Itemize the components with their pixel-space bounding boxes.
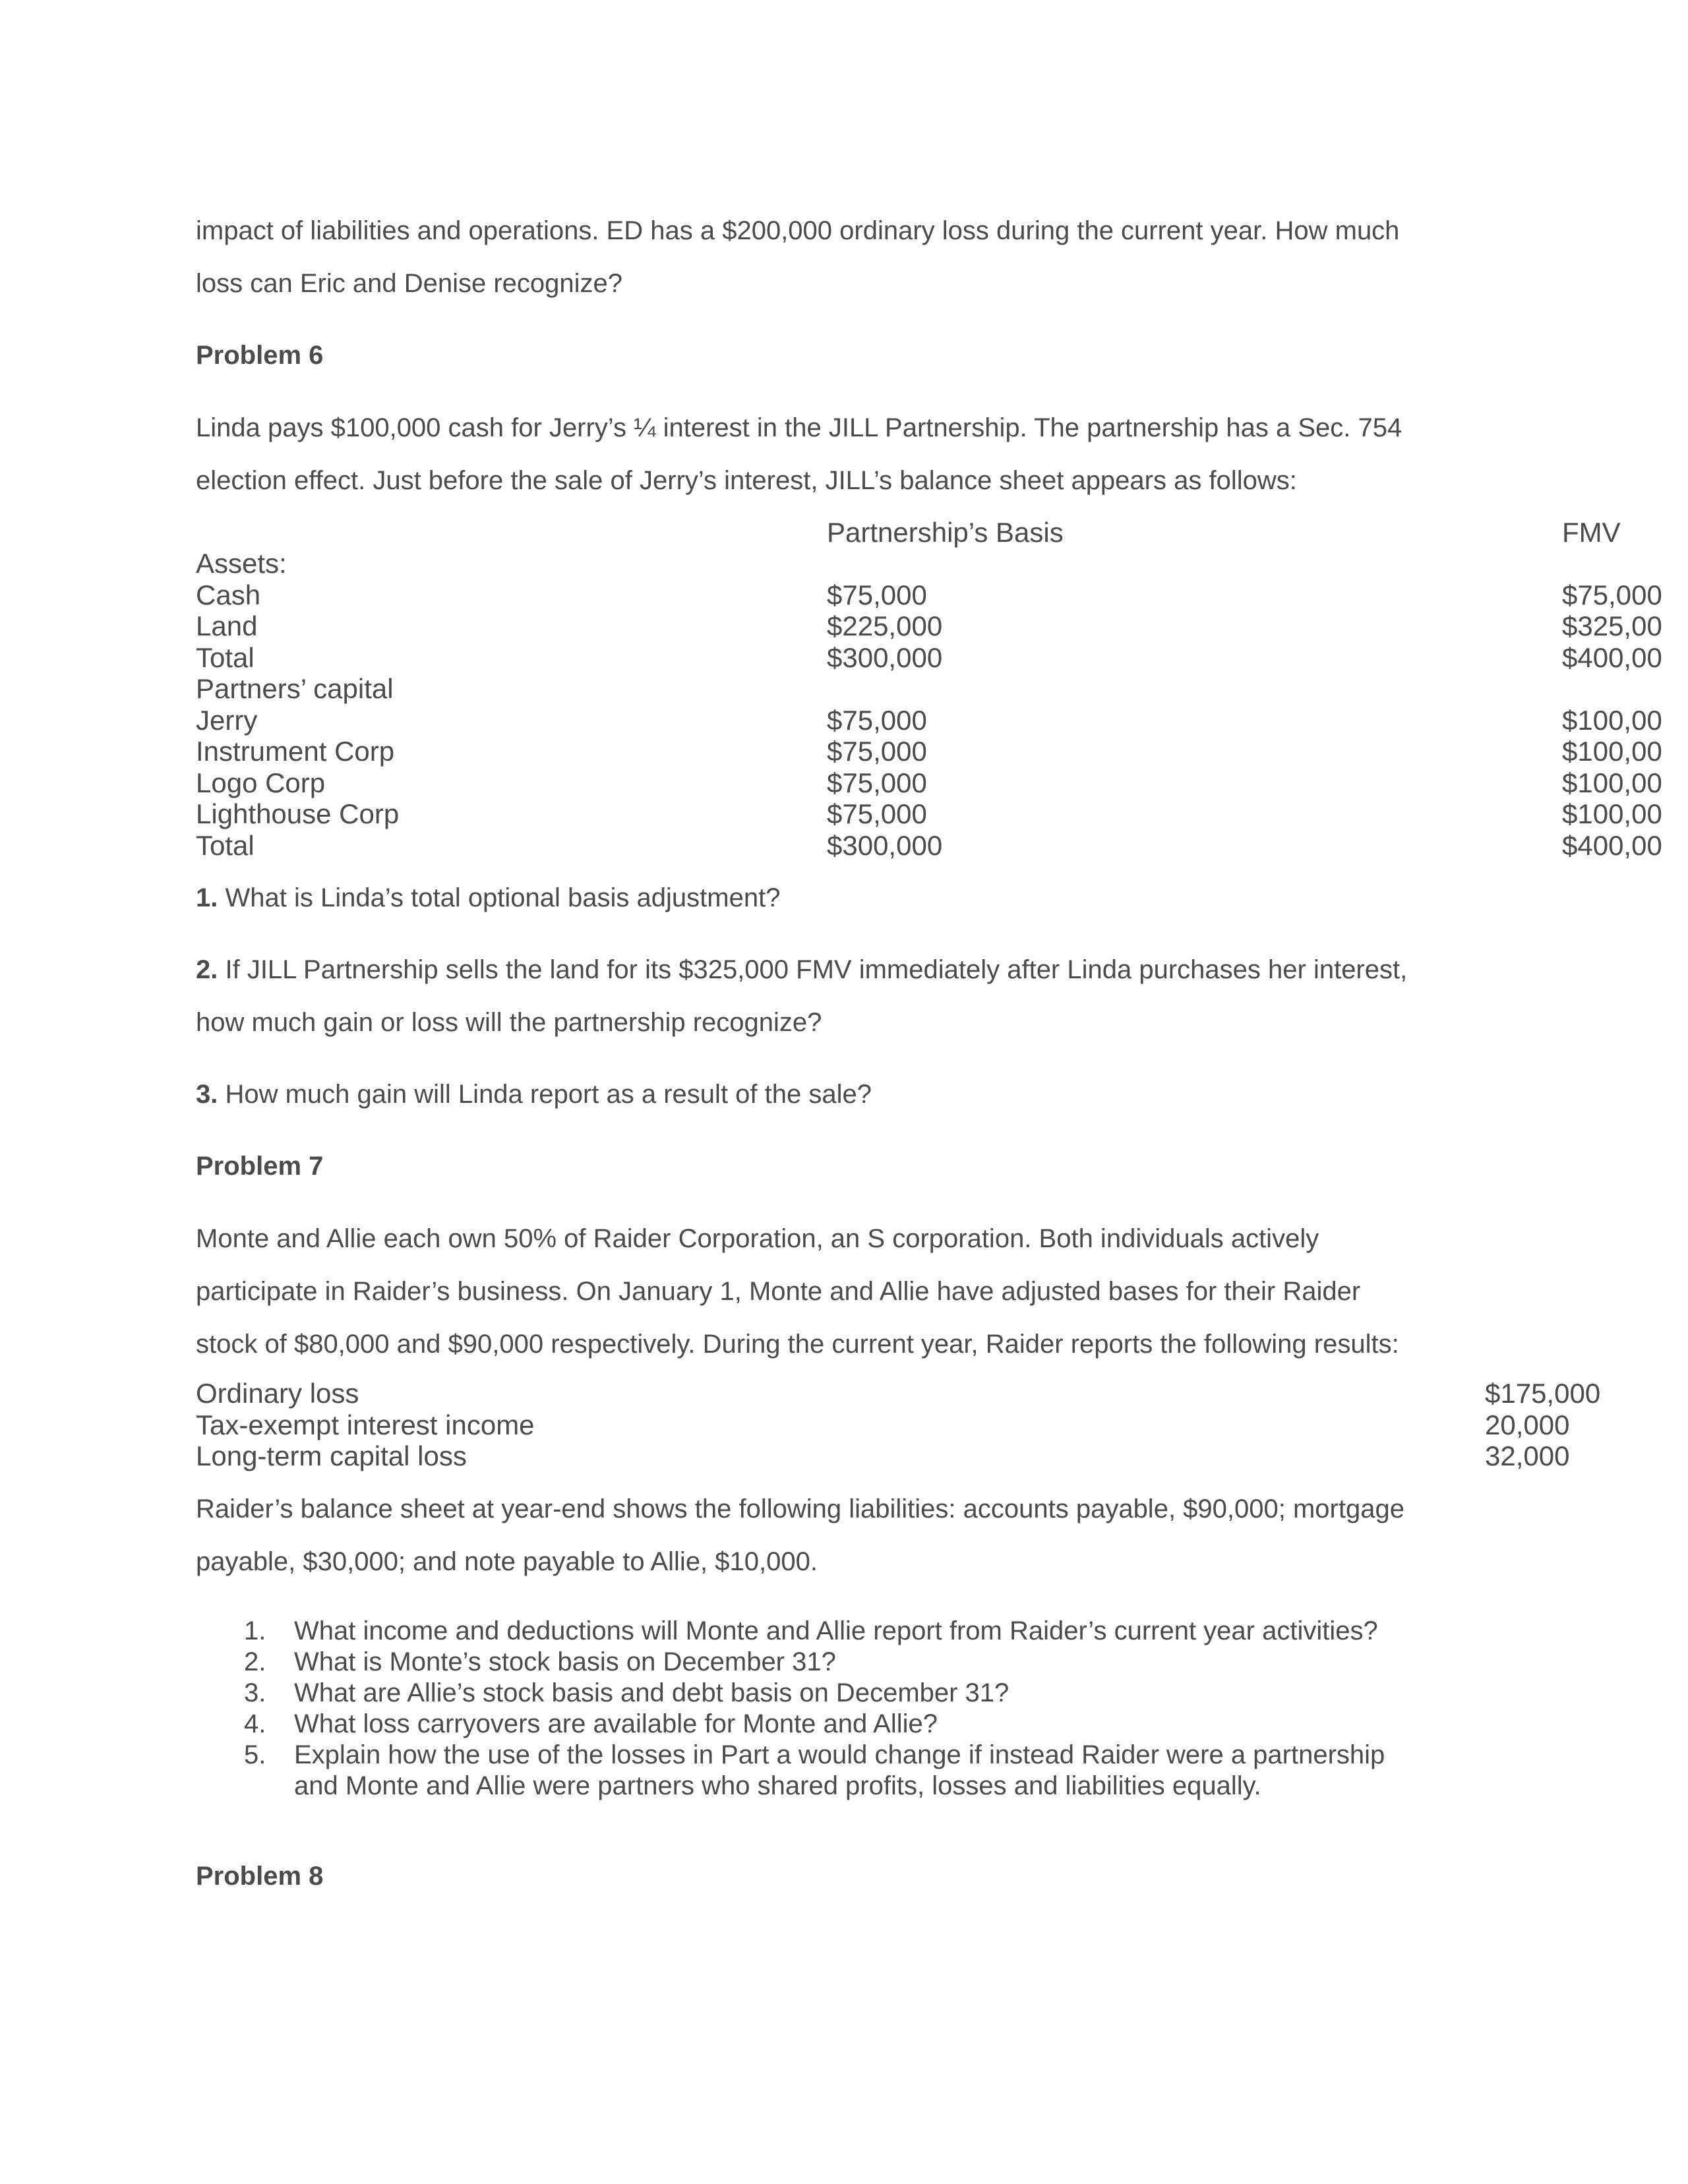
problem-6-paragraph-line-2: election effect. Just before the sale of Jerry’s interest, JILL’s balance sheet appears as follows: xyxy=(196,466,1297,495)
table-row-basis: $75,000 xyxy=(827,736,927,767)
table-row-fmv: $400,00 xyxy=(1562,642,1662,673)
question-number: 1. xyxy=(196,883,218,912)
list-item: What income and deductions will Monte and Allie report from Raider’s current year activities? xyxy=(294,1616,1378,1645)
question-text: How much gain will Linda report as a result of the sale? xyxy=(218,1080,872,1109)
list-item-number: 1. xyxy=(244,1616,266,1645)
problem-7-paragraph-line-3: stock of $80,000 and $90,000 respectively. During the current year, Raider reports the following results: xyxy=(196,1330,1399,1359)
table-row-label: Assets: xyxy=(196,548,287,579)
problem-7-paragraph-line-2: participate in Raider’s business. On January 1, Monte and Allie have adjusted bases for their Raider xyxy=(196,1277,1361,1306)
table-row-fmv: $75,000 xyxy=(1562,579,1662,610)
table-row-label: Partners’ capital xyxy=(196,673,394,704)
table-row-fmv: $100,00 xyxy=(1562,736,1662,767)
table-row-fmv: $100,00 xyxy=(1562,798,1662,829)
list-item-number: 5. xyxy=(244,1740,266,1769)
table-row-label: Land xyxy=(196,610,258,641)
intro-line-2: loss can Eric and Denise recognize? xyxy=(196,269,623,298)
results-value: $175,000 xyxy=(1485,1378,1601,1409)
table-row-label: Logo Corp xyxy=(196,767,326,798)
table-row-label: Total xyxy=(196,642,255,673)
list-item: What is Monte’s stock basis on December 31? xyxy=(294,1647,836,1676)
problem-7-heading: Problem 7 xyxy=(196,1152,324,1181)
problem-6-paragraph-line-1: Linda pays $100,000 cash for Jerry’s ¼ interest in the JILL Partnership. The partnership has a Sec. 754 xyxy=(196,413,1402,442)
problem-7-liabilities-line-2: payable, $30,000; and note payable to Allie, $10,000. xyxy=(196,1547,818,1576)
intro-line-1: impact of liabilities and operations. ED has a $200,000 ordinary loss during the current year. How much xyxy=(196,216,1400,245)
table-row-fmv: $400,00 xyxy=(1562,830,1662,861)
list-item-number: 4. xyxy=(244,1709,266,1738)
table-row-fmv: $100,00 xyxy=(1562,705,1662,736)
table-row-basis: $75,000 xyxy=(827,798,927,829)
results-value: 32,000 xyxy=(1485,1440,1570,1471)
table-row-label: Total xyxy=(196,830,255,861)
results-label: Long-term capital loss xyxy=(196,1440,467,1471)
problem-6-question-3 xyxy=(196,1080,872,1109)
problem-7-paragraph-line-1: Monte and Allie each own 50% of Raider Corporation, an S corporation. Both individuals actively xyxy=(196,1224,1319,1253)
table-row-basis: $75,000 xyxy=(827,579,927,610)
list-item-number: 2. xyxy=(244,1647,266,1676)
table-row-label: Lighthouse Corp xyxy=(196,798,400,829)
problem-6-question-2 xyxy=(196,955,1407,985)
question-text: What is Linda’s total optional basis adjustment? xyxy=(218,883,781,912)
table-header-basis: Partnership’s Basis xyxy=(827,517,1064,548)
table-row-basis: $225,000 xyxy=(827,610,943,641)
problem-6-question-2-line-2: how much gain or loss will the partnership recognize? xyxy=(196,1008,822,1037)
table-row-label: Instrument Corp xyxy=(196,736,395,767)
list-item-number: 3. xyxy=(244,1678,266,1707)
table-header-fmv: FMV xyxy=(1562,517,1621,548)
list-item: Explain how the use of the losses in Part a would change if instead Raider were a partnership xyxy=(294,1740,1385,1769)
results-value: 20,000 xyxy=(1485,1409,1570,1440)
question-number: 2. xyxy=(196,955,218,984)
table-row-basis: $300,000 xyxy=(827,642,943,673)
table-row-label: Cash xyxy=(196,579,261,610)
results-label: Tax-exempt interest income xyxy=(196,1409,535,1440)
results-label: Ordinary loss xyxy=(196,1378,359,1409)
table-row-basis: $300,000 xyxy=(827,830,943,861)
table-row-label: Jerry xyxy=(196,705,258,736)
table-row-basis: $75,000 xyxy=(827,767,927,798)
problem-6-question-1 xyxy=(196,883,780,913)
question-number: 3. xyxy=(196,1080,218,1109)
problem-7-liabilities-line-1: Raider’s balance sheet at year-end shows the following liabilities: accounts payable, $90,000; mortgage xyxy=(196,1494,1404,1523)
list-item: What are Allie’s stock basis and debt basis on December 31? xyxy=(294,1678,1010,1707)
list-item: What loss carryovers are available for Monte and Allie? xyxy=(294,1709,938,1738)
question-text: If JILL Partnership sells the land for its $325,000 FMV immediately after Linda purchases her interest, xyxy=(218,955,1408,984)
table-row-fmv: $100,00 xyxy=(1562,767,1662,798)
table-row-fmv: $325,00 xyxy=(1562,610,1662,641)
problem-8-heading: Problem 8 xyxy=(196,1862,324,1891)
table-row-basis: $75,000 xyxy=(827,705,927,736)
list-item-continuation: and Monte and Allie were partners who shared profits, losses and liabilities equally. xyxy=(294,1771,1261,1800)
problem-6-heading: Problem 6 xyxy=(196,341,324,370)
